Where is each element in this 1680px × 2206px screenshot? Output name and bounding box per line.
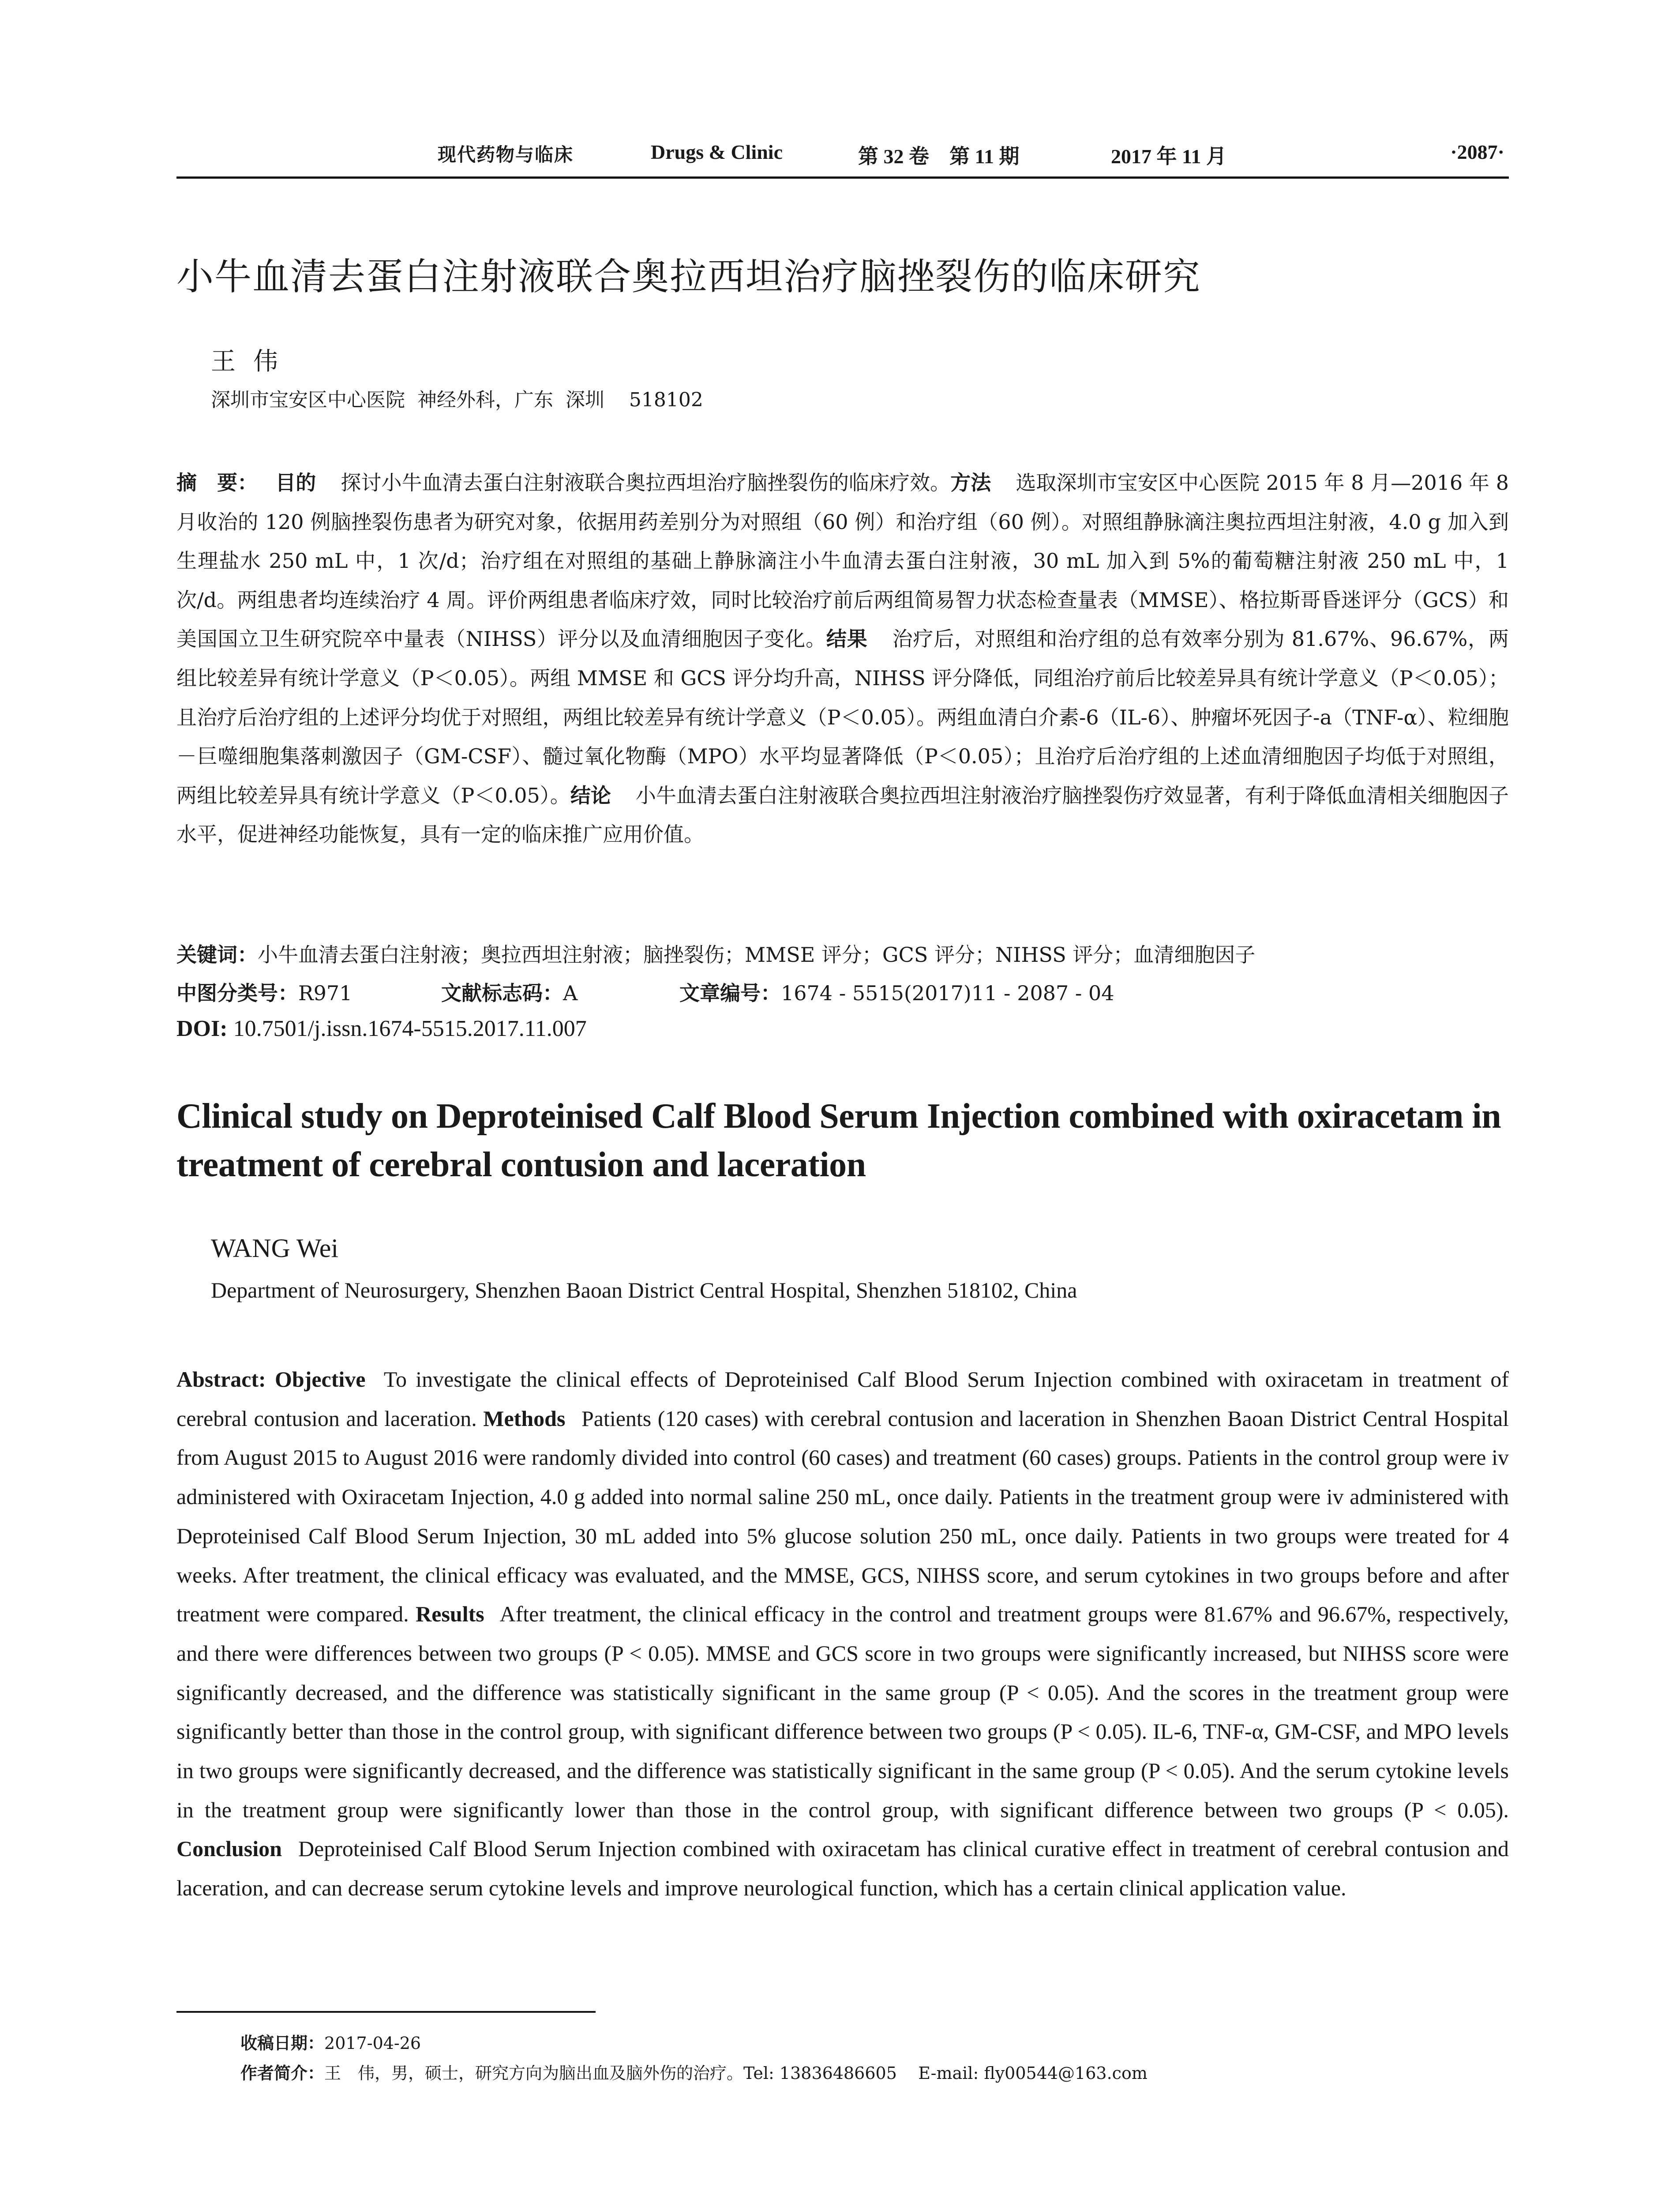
chinese-author: 王伟 (211, 347, 296, 376)
methods-text: 选取深圳市宝安区中心医院 2015 年 8 月—2016 年 8 月收治的 120 例脑挫裂伤患者为研究对象，依据用药差别分为对照组（60 例）和治疗组（60 例）。对照组静脉滴注奥拉西坦注射液，4.0 g 加入到生理盐水 250 mL 中，1 次/d；治疗组在对照组的基础上静脉滴注小牛血清去蛋白注射液，30 mL 加入到 5%的葡萄糖注射液 250 mL 中，1 次/d。两组患者均连续治疗 4 周。评价两组患者临床疗效，同时比较治疗前后两组简易智力状态检查量表（MMSE）、格拉斯哥昏迷评分（GCS）和美国国立卫生研究院卒中量表（NIHSS）评分以及血清细胞因子变化。 (176, 471, 1509, 651)
keywords-text: 小牛血清去蛋白注射液；奥拉西坦注射液；脑挫裂伤；MMSE 评分；GCS 评分；NIHSS 评分；血清细胞因子 (258, 943, 1256, 967)
volume-issue: 第 32 卷 第 11 期 (858, 145, 1020, 168)
en-methods-text: Patients (120 cases) with cerebral contusion and laceration in Shenzhen Baoan District Central Hospital from August 2015 to August 2016 were randomly divided into control (60 cases) and treatment (60 cases) groups. Patients in the control group were iv administered with Oxiracetam Injection, 4.0 g added into normal saline 250 mL, once daily. Patients in the treatment group were iv administered with Deproteinised Calf Blood Serum Injection, 30 mL added into 5% glucose solution 250 mL, once daily. Patients in two groups were treated for 4 weeks. After treatment, the clinical efficacy was evaluated, and the MMSE, GCS, NIHSS score, and serum cytokines in two groups before and after treatment were compared. (176, 1406, 1509, 1627)
author-bio-label: 作者简介： (240, 2063, 325, 2083)
english-author: WANG Wei (211, 1234, 339, 1263)
english-title: Clinical study on Deproteinised Calf Blood Serum Injection combined with oxiracetam in treatment of cerebral contusion and laceration (176, 1097, 1501, 1184)
keywords (176, 939, 1255, 968)
chinese-affiliation: 深圳市宝安区中心医院 神经外科，广东 深圳 518102 (211, 389, 703, 411)
methods-label: 方法 (950, 471, 991, 495)
doi-line (176, 1016, 587, 1042)
doi-label: DOI: (176, 1016, 228, 1041)
received-value: 2017-04-26 (324, 2033, 421, 2053)
keywords-label: 关键词： (176, 943, 258, 967)
en-abstract-label: Abstract: (176, 1367, 266, 1392)
issue-date: 2017 年 11 月 (1111, 145, 1226, 168)
journal-name-en: Drugs & Clinic (651, 141, 783, 163)
en-objective-text: To investigate the clinical effects of Deproteinised Calf Blood Serum Injection combined with oxiracetam in treatment of cerebral contusion and laceration. (176, 1367, 1509, 1431)
results-label: 结果 (826, 627, 868, 651)
conclusion-label: 结论 (570, 783, 611, 807)
en-objective-label: Objective (275, 1367, 366, 1392)
clc-value: R971 (298, 981, 352, 1005)
article-no-label: 文章编号： (679, 981, 781, 1005)
objective-text: 探讨小牛血清去蛋白注射液联合奥拉西坦治疗脑挫裂伤的临床疗效。 (341, 471, 951, 495)
author-bio (240, 2060, 1148, 2084)
author-bio-text: 王 伟，男，硕士，研究方向为脑出血及脑外伤的治疗。Tel: 13836486605 E-mail: fly00544@163.com (324, 2063, 1148, 2083)
header-divider (176, 176, 1509, 179)
en-results-label: Results (416, 1602, 484, 1627)
en-conclusion-label: Conclusion (176, 1836, 282, 1861)
abstract-label: 摘 要： (176, 471, 258, 495)
page-number: ·2087· (1450, 141, 1504, 163)
chinese-abstract (176, 463, 1509, 854)
en-methods-label: Methods (483, 1406, 566, 1431)
article-no-value: 1674 - 5515(2017)11 - 2087 - 04 (781, 981, 1114, 1005)
english-affiliation: Department of Neurosurgery, Shenzhen Baoan District Central Hospital, Shenzhen 518102, China (211, 1278, 1077, 1302)
received-label: 收稿日期： (240, 2033, 325, 2053)
received-date (240, 2030, 421, 2054)
running-header (176, 140, 1509, 171)
conclusion-text: 小牛血清去蛋白注射液联合奥拉西坦注射液治疗脑挫裂伤疗效显著，有利于降低血清相关细胞因子水平，促进神经功能恢复，具有一定的临床推广应用价值。 (176, 783, 1509, 847)
classification-line (176, 977, 1114, 1006)
objective-label: 目的 (275, 471, 316, 495)
results-text: 治疗后，对照组和治疗组的总有效率分别为 81.67%、96.67%，两组比较差异有统计学意义（P＜0.05）。两组 MMSE 和 GCS 评分均升高，NIHSS 评分降低，同组治疗前后比较差异具有统计学意义（P＜0.05）；且治疗后治疗组的上述评分均优于对照组，两组比较差异有统计学意义（P＜0.05）。两组血清白介素-6（IL-6）、肿瘤坏死因子-a（TNF-α）、粒细胞－巨噬细胞集落刺激因子（GM-CSF）、髓过氧化物酶（MPO）水平均显著降低（P＜0.05）；且治疗后治疗组的上述血清细胞因子均低于对照组，两组比较差异具有统计学意义（P＜0.05）。 (176, 627, 1509, 807)
en-results-text: After treatment, the clinical efficacy in the control and treatment groups were 81.67% and 96.67%, respectively, and there were differences between two groups (P < 0.05). MMSE and GCS score in two groups were significantly increased, but NIHSS score were significantly decreased, and the difference was statistically significant in the same group (P < 0.05). And the scores in the treatment group were significantly better than those in the control group, with significant difference between two groups (P < 0.05). IL-6, TNF-α, GM-CSF, and MPO levels in two groups were significantly decreased, and the difference was statistically significant in the same group (P < 0.05). And the serum cytokine levels in the treatment group were significantly lower than those in the control group, with significant difference between two groups (P < 0.05). (176, 1602, 1509, 1822)
doc-code-value: A (563, 981, 578, 1005)
footnote-divider (176, 2011, 596, 2013)
clc-label: 中图分类号： (176, 981, 298, 1005)
doc-code-label: 文献标志码： (441, 981, 563, 1005)
doi-value: 10.7501/j.issn.1674-5515.2017.11.007 (233, 1016, 587, 1041)
en-conclusion-text: Deproteinised Calf Blood Serum Injection combined with oxiracetam has clinical curative effect in treatment of cerebral contusion and laceration, and can decrease serum cytokine levels and improve neurological function, which has a certain clinical application value. (176, 1836, 1509, 1901)
journal-name-cn: 现代药物与临床 (438, 144, 574, 165)
chinese-title: 小牛血清去蛋白注射液联合奥拉西坦治疗脑挫裂伤的临床研究 (176, 255, 1201, 298)
english-abstract (176, 1360, 1509, 1908)
